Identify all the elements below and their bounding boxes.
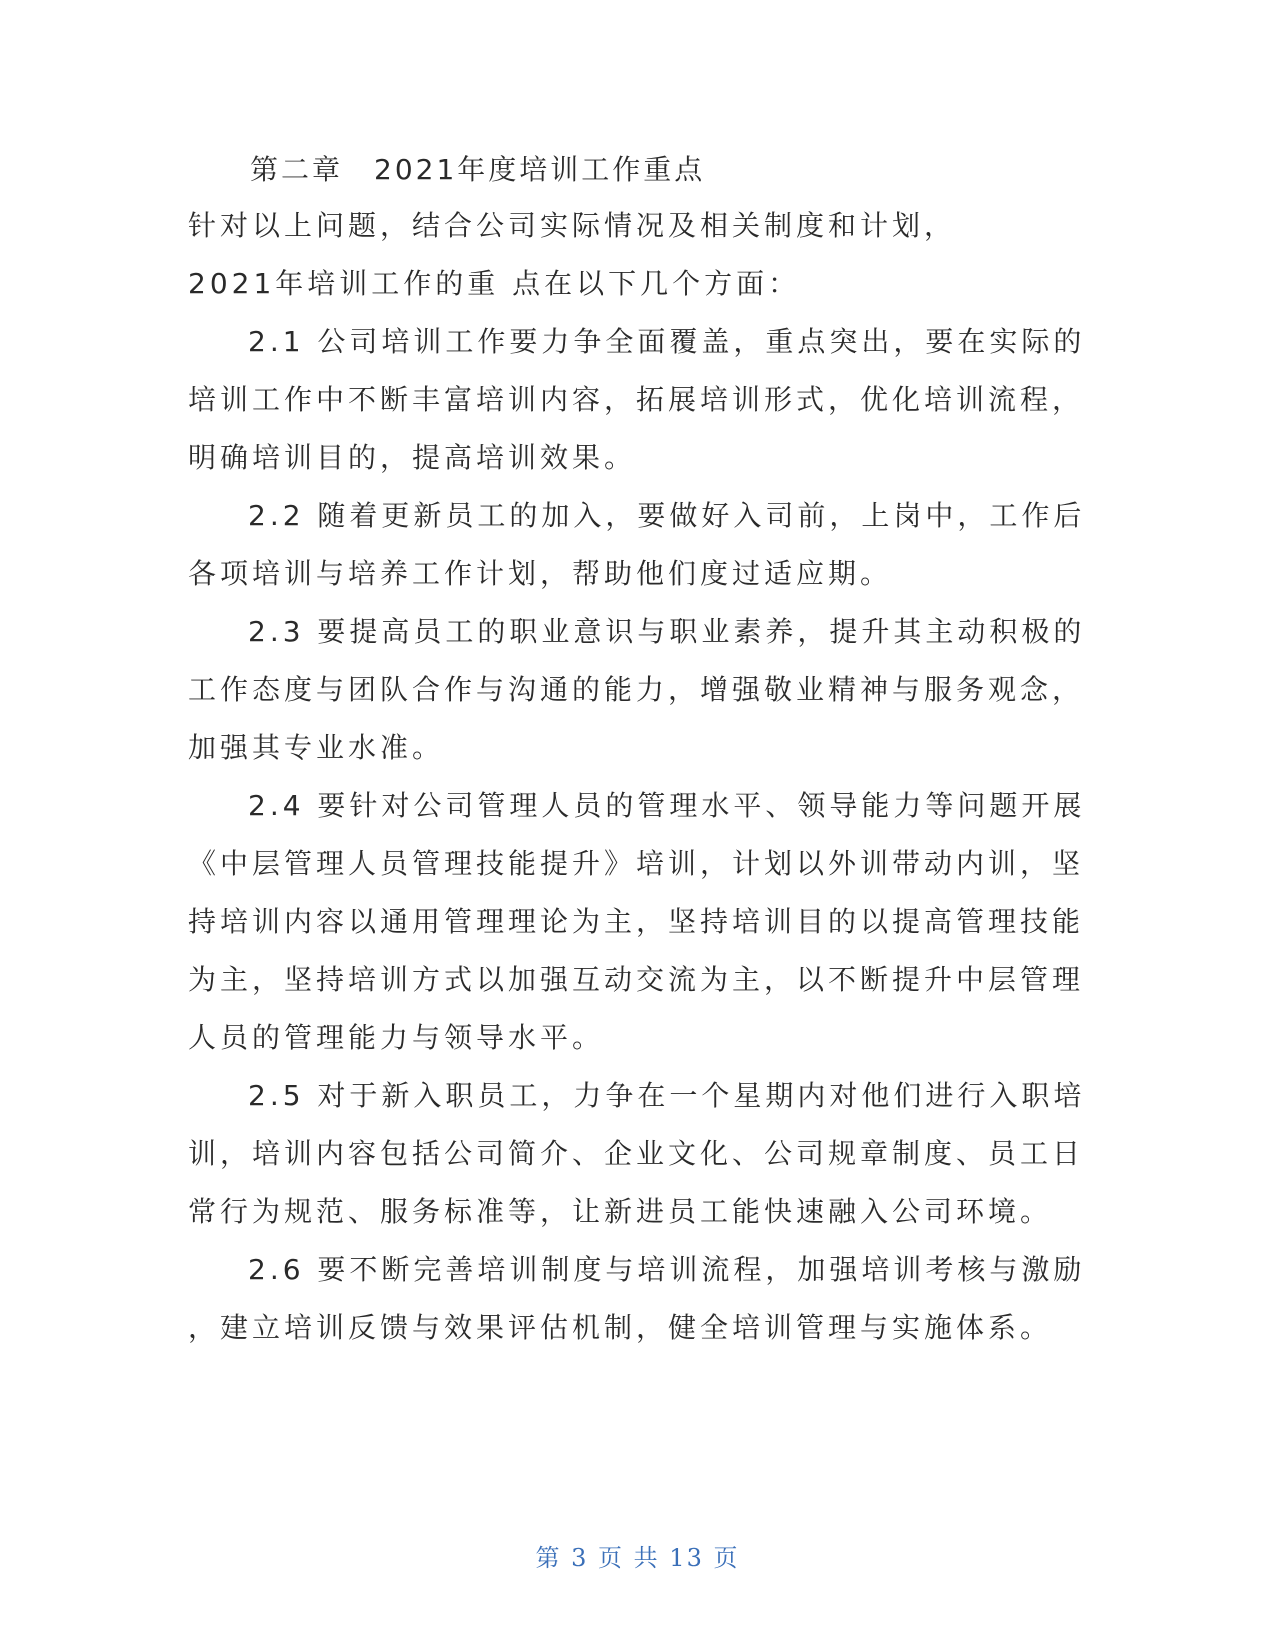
chapter-heading: 第二章 2021年度培训工作重点 bbox=[250, 153, 706, 186]
body-line: 加强其专业水准。 bbox=[188, 731, 445, 764]
body-line: 2.3 要提高员工的职业意识与职业素养，提升其主动积极的 bbox=[248, 615, 1086, 648]
body-line: 明确培训目的，提高培训效果。 bbox=[188, 441, 637, 474]
body-line: 2.6 要不断完善培训制度与培训流程，加强培训考核与激励 bbox=[248, 1253, 1086, 1286]
body-line: 针对以上问题，结合公司实际情况及相关制度和计划， bbox=[188, 209, 957, 242]
body-line: 培训工作中不断丰富培训内容，拓展培训形式，优化培训流程， bbox=[188, 383, 1085, 416]
body-line: 人员的管理能力与领导水平。 bbox=[188, 1021, 605, 1054]
body-line: 持培训内容以通用管理理论为主，坚持培训目的以提高管理技能 bbox=[188, 905, 1085, 938]
body-line: 2.5 对于新入职员工，力争在一个星期内对他们进行入职培 bbox=[248, 1079, 1086, 1112]
body-line: 工作态度与团队合作与沟通的能力，增强敬业精神与服务观念， bbox=[188, 673, 1085, 706]
body-line: 训，培训内容包括公司简介、企业文化、公司规章制度、员工日 bbox=[188, 1137, 1085, 1170]
body-line: ，建立培训反馈与效果评估机制，健全培训管理与实施体系。 bbox=[188, 1311, 1053, 1344]
body-line: 2.2 随着更新员工的加入，要做好入司前，上岗中，工作后 bbox=[248, 499, 1086, 532]
body-line: 2.4 要针对公司管理人员的管理水平、领导能力等问题开展 bbox=[248, 789, 1086, 822]
body-line: 为主，坚持培训方式以加强互动交流为主，以不断提升中层管理 bbox=[188, 963, 1085, 996]
body-line: 2021年培训工作的重 点在以下几个方面： bbox=[188, 267, 801, 300]
page-indicator: 第 3 页 共 13 页 bbox=[535, 1544, 740, 1572]
body-line: 《中层管理人员管理技能提升》培训，计划以外训带动内训，坚 bbox=[188, 847, 1085, 880]
body-line: 各项培训与培养工作计划，帮助他们度过适应期。 bbox=[188, 557, 893, 590]
body-line: 2.1 公司培训工作要力争全面覆盖，重点突出，要在实际的 bbox=[248, 325, 1086, 358]
body-line: 常行为规范、服务标准等，让新进员工能快速融入公司环境。 bbox=[188, 1195, 1053, 1228]
